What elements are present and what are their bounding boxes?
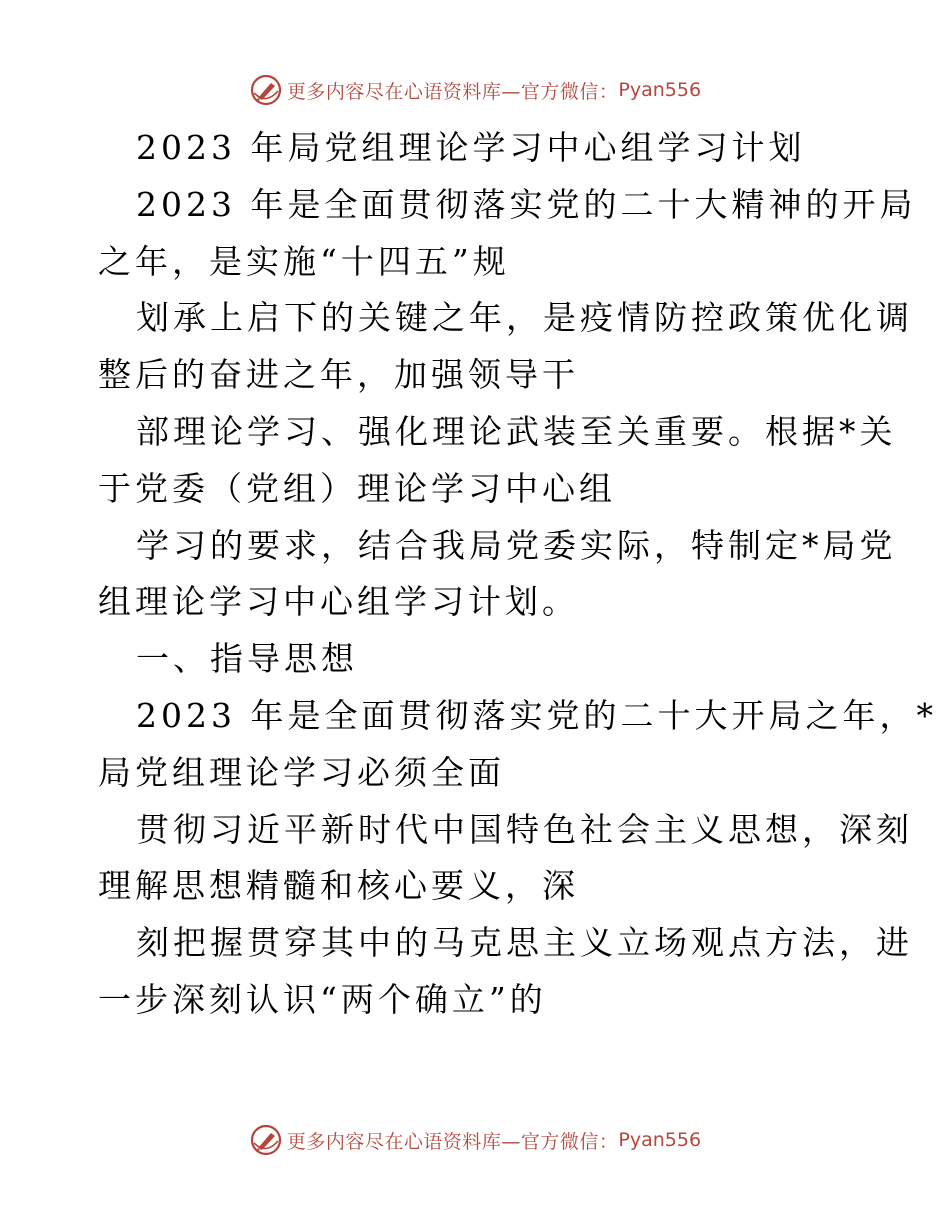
paragraph-line: 2023 年是全面贯彻落实党的二十大开局之年，* [136,695,937,735]
paragraph-line: 贯彻习近平新时代中国特色社会主义思想，深刻 [136,809,913,849]
header-banner [0,70,950,110]
document-title: 2023 年局党组理论学习中心组学习计划 [136,128,806,167]
header-wechat-id: Pyan556 [618,79,702,101]
paragraph-line: 2023 年是全面贯彻落实党的二十大精神的开局 [136,184,917,224]
footer-wechat-id: Pyan556 [618,1129,702,1151]
paragraph-line: 部理论学习、强化理论武装至关重要。根据*关 [136,411,897,451]
paragraph-line: 刻把握贯穿其中的马克思主义立场观点方法，进 [136,923,913,963]
quill-pen-logo-icon [249,73,283,107]
paragraph-line: 整后的奋进之年，加强领导干 [98,355,579,395]
header-banner-text: 更多内容尽在心语资料库—官方微信： [286,80,619,103]
paragraph-line: 组理论学习中心组学习计划。 [98,582,579,622]
section-heading: 一、指导思想 [136,639,358,679]
document-body [98,120,937,1029]
paragraph-line: 学习的要求，结合我局党委实际，特制定*局党 [136,525,897,565]
footer-banner-text: 更多内容尽在心语资料库—官方微信： [286,1130,619,1153]
paragraph-line: 划承上启下的关键之年，是疫情防控政策优化调 [136,298,913,338]
quill-pen-logo-icon [249,1123,283,1157]
paragraph-line: 理解思想精髓和核心要义，深 [98,866,579,906]
paragraph-line: 于党委（党组）理论学习中心组 [98,468,616,508]
footer-banner [0,1120,950,1160]
paragraph-line: 之年，是实施“十四五”规 [98,241,510,281]
paragraph-line: 局党组理论学习必须全面 [98,752,505,792]
paragraph-line: 一步深刻认识“两个确立”的 [98,979,547,1019]
